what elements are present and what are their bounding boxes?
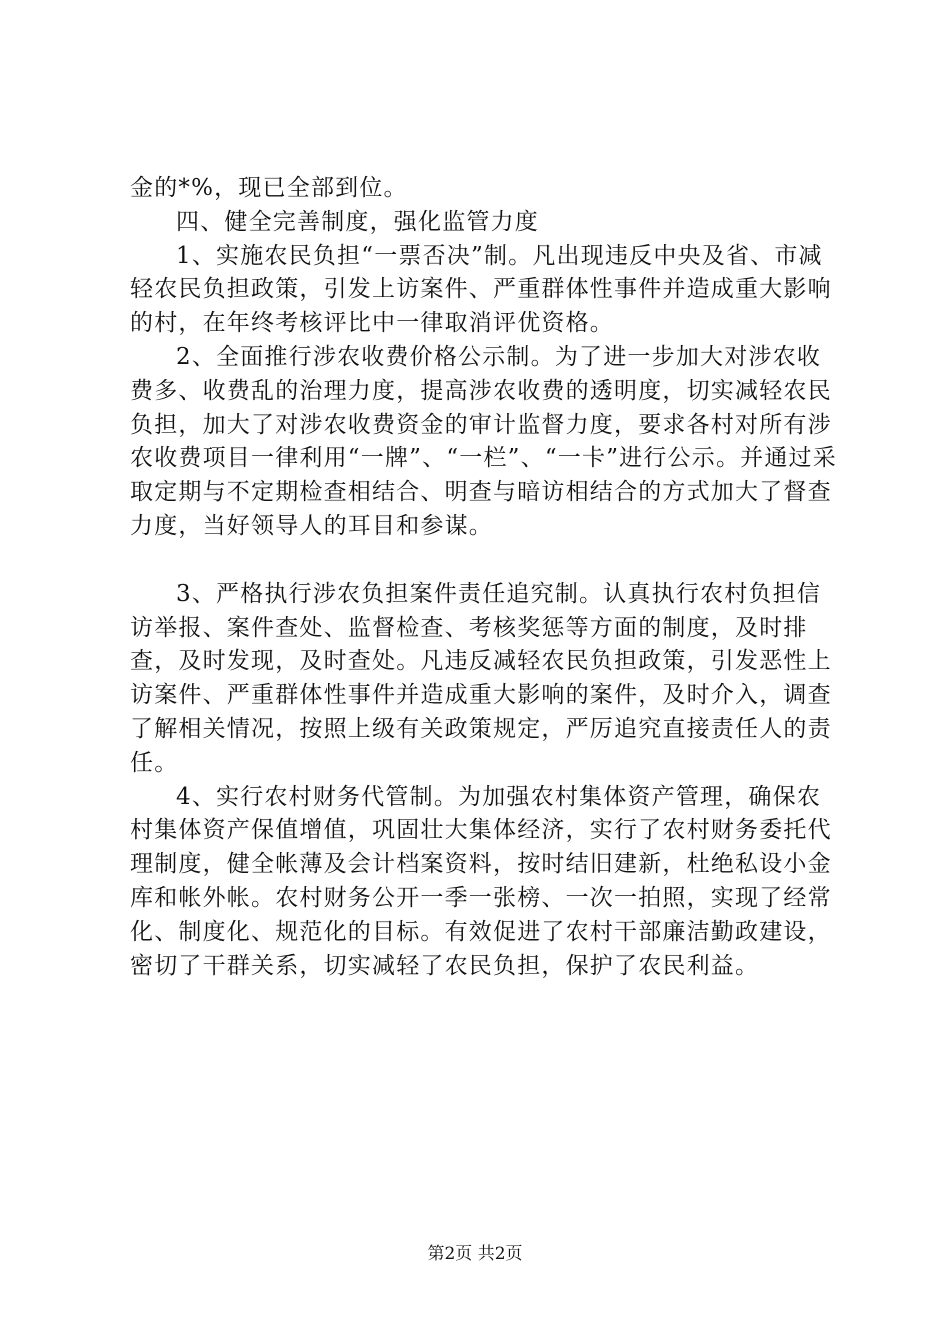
- paragraph-item-4: 4、实行农村财务代管制。为加强农村集体资产管理，确保农村集体资产保值增值，巩固壮大集体经济，实行了农村财务委托代理制度，健全帐薄及会计档案资料，按时结旧建新，杜绝私设小金库和帐外帐。农村财务公开一季一张榜、一次一拍照，实现了经常化、制度化、规范化的目标。有效促进了农村干部廉洁勤政建设，密切了干群关系，切实减轻了农民负担，保护了农民利益。: [130, 783, 832, 979]
- section-heading: 四、健全完善制度，强化监管力度: [176, 208, 539, 235]
- document-body: [130, 172, 842, 983]
- paragraph-item-3: 3、严格执行涉农负担案件责任追究制。认真执行农村负担信访举报、案件查处、监督检查、考核奖惩等方面的制度，及时排查，及时发现，及时查处。凡违反减轻农民负担政策，引发恶性上访案件、严重群体性事件并造成重大影响的案件，及时介入，调查了解相关情况，按照上级有关政策规定，严厉追究直接责任人的责任。: [130, 580, 832, 776]
- paragraph-continuation: 金的*%，现已全部到位。: [130, 175, 408, 201]
- paragraph-item-2: 2、全面推行涉农收费价格公示制。为了进一步加大对涉农收费多、收费乱的治理力度，提高涉农收费的透明度，切实减轻农民负担，加大了对涉农收费资金的审计监督力度，要求各村对所有涉农收费项目一律利用“一牌”、“一栏”、“一卡”进行公示。并通过采取定期与不定期检查相结合、明查与暗访相结合的方式加大了督查力度，当好领导人的耳目和参谋。: [130, 343, 837, 539]
- page-footer: 第2页 共2页: [427, 1244, 523, 1264]
- paragraph-item-1: 1、实施农民负担“一票否决”制。凡出现违反中央及省、市减轻农民负担政策，引发上访案件、严重群体性事件并造成重大影响的村，在年终考核评比中一律取消评优资格。: [130, 242, 832, 337]
- blank-line: [130, 544, 842, 578]
